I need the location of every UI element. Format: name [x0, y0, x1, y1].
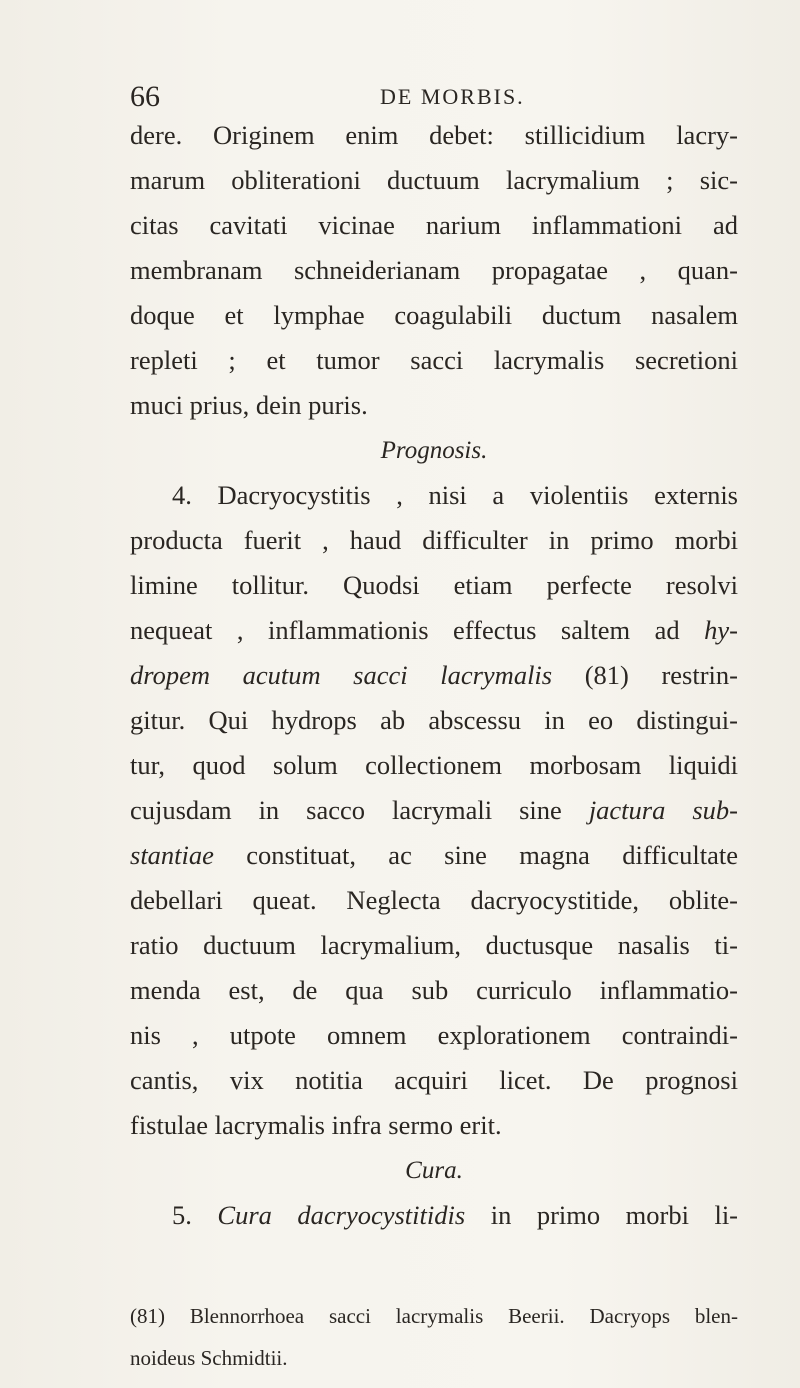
text-segment: nequeat , inflammationis effectus saltem ad — [130, 615, 705, 645]
page-number: 66 — [130, 80, 160, 113]
text-line: doque et lymphae coagulabili ductum nasalem — [130, 300, 738, 330]
text-segment: constituat, ac sine magna difficultate — [213, 840, 738, 870]
text-line: nis , utpote omnem explorationem contraindi- — [130, 1020, 738, 1050]
paragraph-number: 5. — [172, 1200, 218, 1230]
text-line: fistulae lacrymalis infra sermo erit. — [130, 1110, 502, 1140]
footnotes — [130, 1295, 738, 1379]
italic-segment: Cura dacryocystitidis — [217, 1200, 466, 1230]
section-heading-prognosis: Prognosis. — [380, 437, 488, 464]
text-line: citas cavitati vicinae narium inflammationi ad — [130, 210, 738, 240]
text-line: 4. Dacryocystitis , nisi a violentiis externis — [172, 480, 738, 510]
italic-segment: dropem acutum sacci lacrymalis — [130, 660, 553, 690]
text-line: menda est, de qua sub curriculo inflammatio- — [130, 975, 738, 1005]
footnote-line: (81) Blennorrhoea sacci lacrymalis Beerii. Dacryops blen- — [130, 1304, 738, 1328]
text-line: marum obliterationi ductuum lacrymalium ; sic- — [130, 165, 738, 195]
text-line — [130, 653, 738, 698]
text-line: ratio ductuum lacrymalium, ductusque nasalis ti- — [130, 930, 738, 960]
text-line: gitur. Qui hydrops ab abscessu in eo distingui- — [130, 705, 738, 735]
text-segment: in primo morbi li- — [465, 1200, 739, 1230]
text-segment: cujusdam in sacco lacrymali sine — [130, 795, 589, 825]
text-line — [130, 833, 738, 878]
text-line: debellari queat. Neglecta dacryocystitide, oblite- — [130, 885, 738, 915]
text-line: membranam schneiderianam propagatae , quan- — [130, 255, 738, 285]
italic-segment: jactura sub- — [588, 795, 739, 825]
text-line: limine tollitur. Quodsi etiam perfecte resolvi — [130, 570, 738, 600]
text-line — [130, 1193, 738, 1238]
italic-segment: hy- — [704, 615, 738, 645]
text-line: repleti ; et tumor sacci lacrymalis secretioni — [130, 345, 738, 375]
footnote-line: noideus Schmidtii. — [130, 1346, 288, 1370]
running-head: DE MORBIS. — [380, 84, 525, 109]
text-line: dere. Originem enim debet: stillicidium lacry- — [130, 120, 738, 150]
text-line — [130, 608, 738, 653]
main-text — [130, 113, 738, 1238]
text-line: muci prius, dein puris. — [130, 390, 368, 420]
text-line — [130, 788, 738, 833]
italic-segment: stantiae — [130, 840, 214, 870]
text-line: producta fuerit , haud difficulter in primo morbi — [130, 525, 738, 555]
section-heading-cura: Cura. — [405, 1157, 463, 1184]
text-line: cantis, vix notitia acquiri licet. De prognosi — [130, 1065, 738, 1095]
footnote-ref: (81) restrin- — [552, 660, 738, 690]
text-line: tur, quod solum collectionem morbosam liquidi — [130, 750, 738, 780]
